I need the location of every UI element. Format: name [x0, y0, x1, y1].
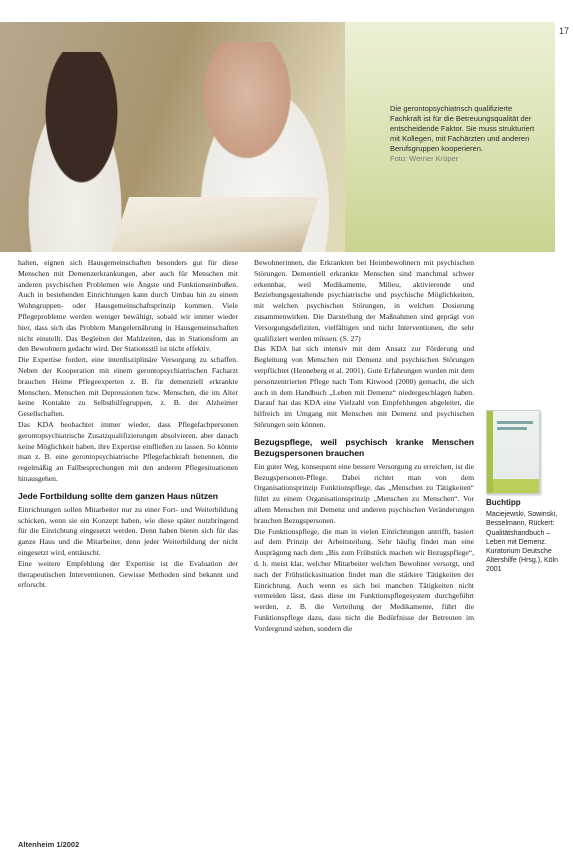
section-subheading: Jede Fortbildung sollte dem ganzen Haus nützen [18, 490, 219, 501]
text-column-middle [254, 258, 474, 635]
book-tip-heading: Buchtipp [486, 498, 521, 507]
page-number: 17 [558, 26, 569, 36]
paragraph: Bewohnerinnen, die Erkrankten bei Heimbewohnern mit psychischen Störungen. Dementiell erkrankte Menschen sind manchmal schwer erkennbar, weil Medikamente, Milieu, aktivierende und Beziehungsgestaltende psychiatrische und psychische Möglichkeiten, mit welchen psychischen Störungen, in welchen Dosierung zusammenwirken. Die Darstellung der Maßnahmen sind geprägt von Versorgungsdefiziten, vielfältigen und nicht Interventionen, die sehr qualifiziert werden müssen. (S. 27) [254, 258, 474, 343]
text-column-left [18, 258, 238, 591]
section-subheading: Bezugspflege, weil psychisch kranke Menschen Bezugspersonen brauchen [254, 436, 474, 458]
caption-text: Die gerontopsychiatrisch qualifizierte Fachkraft ist für die Betreuungsqualität der entscheidende Faktor. Sie muss strukturiert mit Kollegen, mit Fachärzten und anderen Berufsgruppen kooperieren. [390, 104, 535, 153]
book-tip-text: Maciejewski, Sowinski, Besselmann, Rückert: Qualitätshandbuch – Leben mit Demenz. Kuratorium Deutsche Altershilfe (Hrsg.), Köln 2001 [486, 511, 558, 574]
paragraph: Eine weitere Empfehlung der Expertise ist die Evaluation der therapeutischen Interventionen. Gewisse Methoden sind bekannt und erforscht. [18, 558, 238, 590]
photo-caption [390, 104, 540, 164]
paragraph: Ein guter Weg, konsequent eine bessere Versorgung zu erreichen, ist die Bezugspersonen-Pflege. Dabei richtet man von dem Organisationsprinzip Funktionspflege, das „Menschen zu Tätigkeiten“ führt zu einem Organisationsprinzip „Menschen zu Menschen“. Vor allem Menschen mit Demenz und anderen psychischen Veränderungen brauchen Bezugspersonen. [254, 461, 474, 525]
paragraph: Das KDA hat sich intensiv mit dem Ansatz zur Förderung und Begleitung von Menschen mit Demenz und psychischen Störungen verpflichtet (Henneberg et al. 2001). Gute Erfahrungen wurden mit dem personzentrierten Pflege nach Tom Kitwood (2000) gemacht, die sich auch in dem Handbuch „Leben mit Demenz“ niedergeschlagen haben. Darauf hat das KDA eine Vielzahl von Empfehlungen abgeleitet, die hilfreich im Umgang mit Menschen mit Demenz und psychischen Störungen sein können. [254, 344, 474, 429]
book-title-bar [497, 427, 527, 430]
paragraph: Das KDA beobachtet immer wieder, dass Pflegefachpersonen gerontopsychiatrische Zusatzqualifizierungen absolvieren, aber danach keine Möglichkeit haben, ihre Expertise einfließen zu lassen. So könnte man z. B. eine gerontopsychiatrische Pflegefachkraft benennen, die regelmäßig an Fallbesprechungen mit den anderen Pflegesituationen hinausgehen. [18, 419, 238, 483]
photo-open-book [111, 197, 319, 252]
paragraph: halten, eignen sich Hausgemeinschaften besonders gut für diese Menschen mit Demenzerkrankungen, aber auch für Menschen mit anderen psychischen Problemen wie Ängste und Funktionseinbußen. Auch in bestehenden Einrichtungen kann durch Umbau hin zu einem Wohngruppen- oder Hausgemeinschaftsprinzip kommen. Viele Pflegeprobleme werden weniger bewältigt, sobald wir immer wieder hier, dass sich das Problem Mangelernährung in Hausgemeinschaften nicht einstellt. Das Begleiten der Mahlzeiten, das in Stationsform an den Bewohnern gedacht wird. Der Stationsstil ist nicht effektiv. [18, 258, 238, 354]
paragraph: Einrichtungen sollen Mitarbeiter nur zu einer Fort- und Weiterbildung schicken, wenn sie ein Konzept haben, wie diese später nutzbringend für die Einrichtung eingesetzt werden. Denn haben bieten sich für das ganze Haus und die Mitarbeiter, denn jeder Weiterbildung der nicht eingesetzt wird, enttäuscht. [18, 504, 238, 557]
paragraph: Die Funktionspflege, die man in vielen Einrichtungen antrifft, basiert auf dem Prinzip der Arbeitsteilung. Sehr häufig findet man eine Ausprägung nach dem „Bis zum Frühstück machen wir Bezugspflege“, d. h. meist klar, welcher Mitarbeiter welchen Bewohner versorgt, und nach der Frühstückssituation findet man die stärkere Tätigkeiten der Einrichtung. Auch wenn es sich bei manchen Tätigkeiten nicht vermeiden lässt, dass diese im Funktionspflegesystem durchgeführt werden, z. B. die Verteilung der Medikamente, führt die Funktionspflege dazu, dass nicht die Bedürfnisse der Betreuten im Vordergrund stehen, sondern die [254, 526, 474, 633]
book-title-bar [497, 421, 533, 424]
paragraph: Die Expertise fordert, eine interdisziplinäre Versorgung zu schaffen. Neben der Kooperation mit einem gerontopsychiatrischen Facharzt brauchen Heime Pflegeexperten z. B. für demenziell erkrankte Menschen, Menschen mit Depressionen bzw. Menschen, die im Alter keine Kontakte zu Selbsthilfegruppen, z. B. der Alzheimer Gesellschaften. [18, 355, 238, 419]
book-tip [486, 498, 564, 575]
page-footer: Altenheim 1/2002 [18, 840, 80, 849]
book-cover-band [493, 479, 539, 493]
book-cover-image [486, 410, 540, 494]
photo-credit: Foto: Werner Krüper [390, 154, 459, 163]
